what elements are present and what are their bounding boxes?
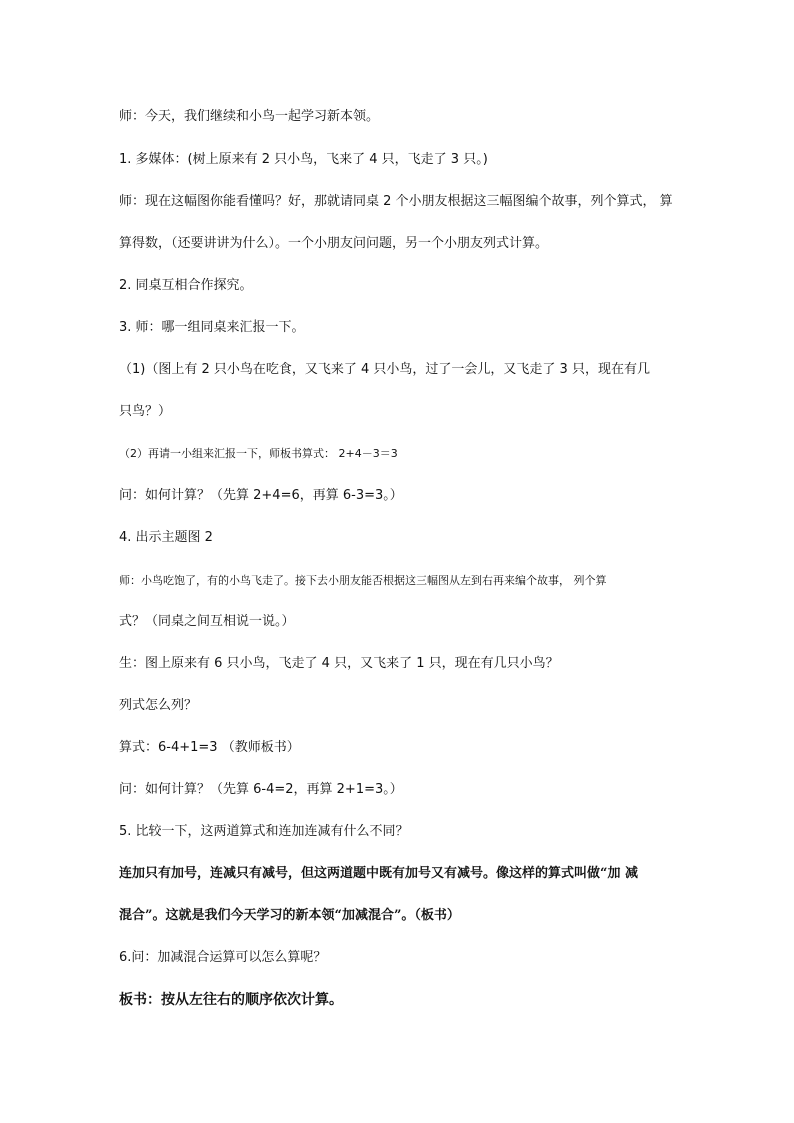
paragraph-intro: 师：今天，我们继续和小鸟一起学习新本领。 <box>119 109 380 124</box>
paragraph-comparison-line-1: 连加只有加号，连减只有减号，但这两道题中既有加号又有减号。像这样的算式叫做“加 减 <box>119 866 639 881</box>
paragraph-comparison-line-2: 混合”。这就是我们今天学习的新本领“加减混合”。（板书） <box>119 908 460 923</box>
paragraph-board-summary: 板书：按从左往右的顺序依次计算。 <box>119 992 343 1008</box>
paragraph-step-3: 3. 师：哪一组同桌来汇报一下。 <box>119 320 305 335</box>
paragraph-student-answer: 生：图上原来有 6 只小鸟，飞走了 4 只，又飞来了 1 只，现在有几只小鸟？ <box>119 656 559 671</box>
paragraph-calc-question-2: 问：如何计算？（先算 6-4=2，再算 2+1=3。） <box>119 782 403 797</box>
paragraph-step-4: 4. 出示主题图 2 <box>119 530 213 545</box>
paragraph-step-2: 2. 同桌互相合作探究。 <box>119 278 253 293</box>
paragraph-report-2: （2）再请一小组来汇报一下，师板书算式： 2+4－3＝3 <box>119 447 398 460</box>
paragraph-report-1-line-2: 只鸟？） <box>119 404 172 419</box>
paragraph-step-6: 6.问：加减混合运算可以怎么算呢？ <box>119 950 327 965</box>
paragraph-teacher-question-line-2: 算得数，（还要讲讲为什么）。一个小朋友问问题，另一个小朋友列式计算。 <box>119 236 549 251</box>
paragraph-theme-2-line-1: 师：小鸟吃饱了，有的小鸟飞走了。接下去小朋友能否根据这三幅图从左到右再来编个故事， 列个算 <box>119 574 607 587</box>
paragraph-formula-question: 列式怎么列？ <box>119 698 198 713</box>
paragraph-step-5: 5. 比较一下，这两道算式和连加连减有什么不同？ <box>119 824 409 839</box>
paragraph-formula: 算式：6-4+1=3 （教师板书） <box>119 740 300 755</box>
paragraph-step-1: 1. 多媒体：(树上原来有 2 只小鸟，飞来了 4 只，飞走了 3 只。) <box>119 152 488 167</box>
paragraph-report-1-line-1: （1)（图上有 2 只小鸟在吃食，又飞来了 4 只小鸟，过了一会儿，又飞走了 3 只，现在有几 <box>119 362 650 377</box>
paragraph-teacher-question-line-1: 师：现在这幅图你能看懂吗？好，那就请同桌 2 个小朋友根据这三幅图编个故事，列个算式， 算 <box>119 194 673 209</box>
paragraph-theme-2-line-2: 式？（同桌之间互相说一说。） <box>119 614 295 629</box>
paragraph-calc-question-1: 问：如何计算？（先算 2+4=6，再算 6-3=3。） <box>119 488 403 503</box>
